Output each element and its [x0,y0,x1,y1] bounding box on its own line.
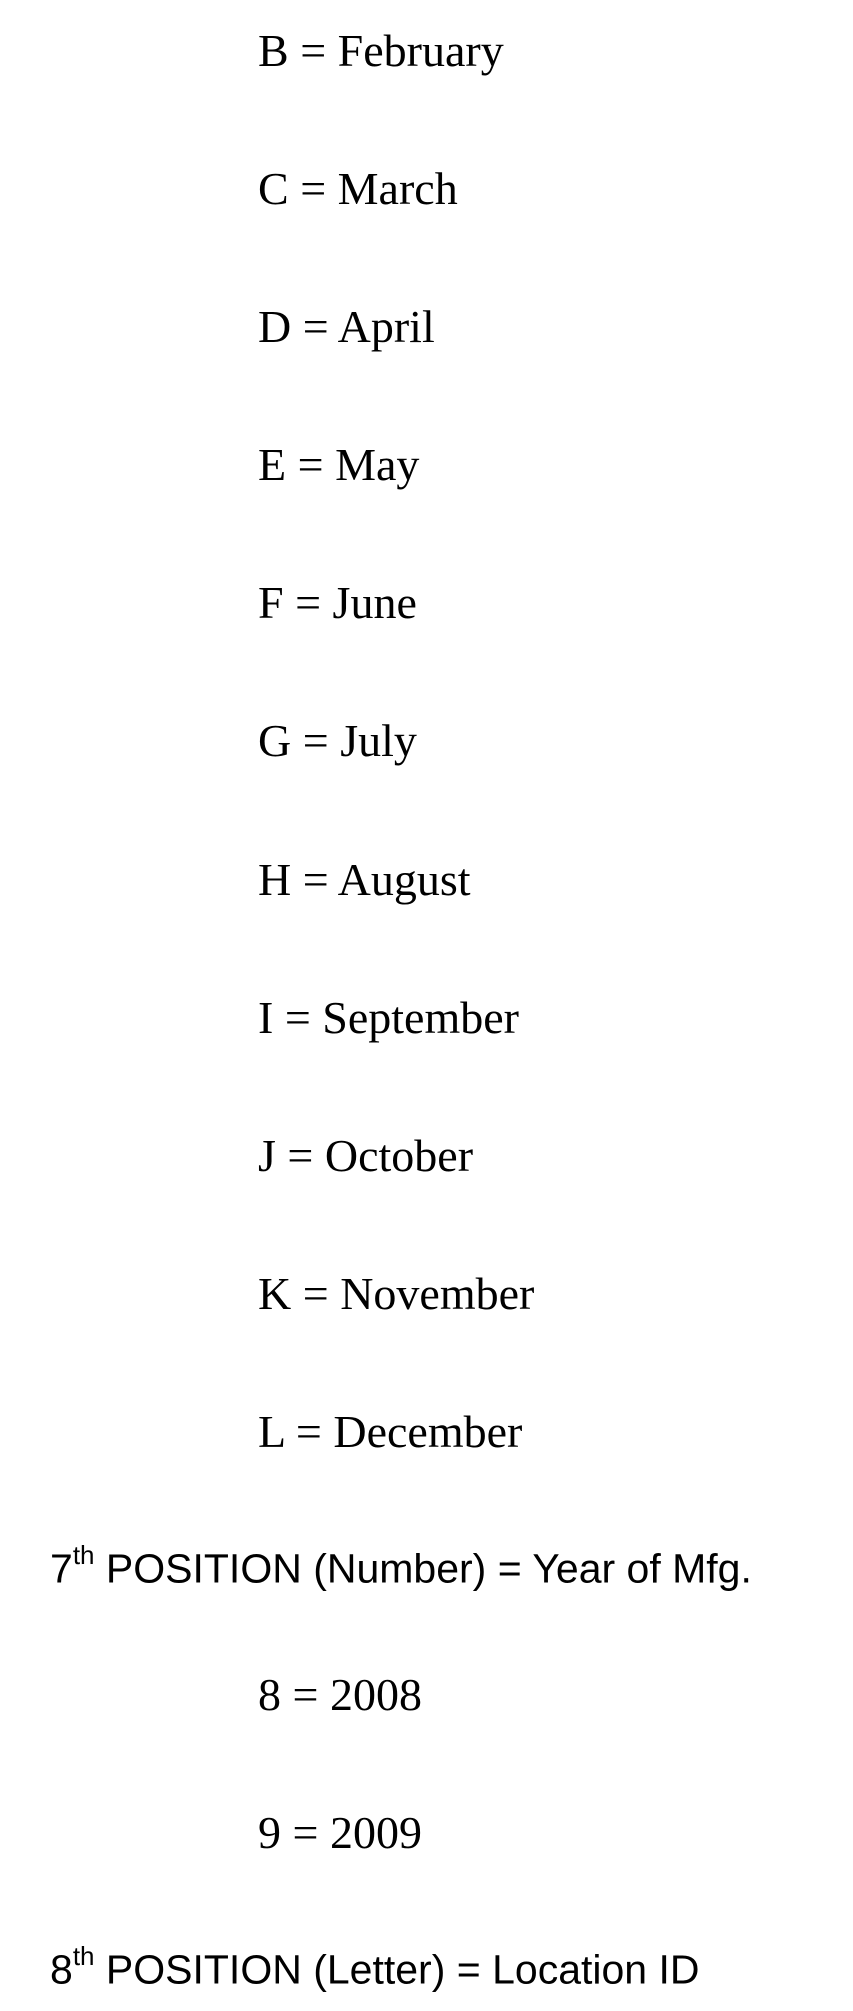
month-name: August [337,854,471,905]
month-code-letter: E [258,439,287,490]
month-name: June [332,577,417,628]
ordinal-suffix: th [72,1941,95,1971]
month-code-letter: H [258,854,292,905]
month-code-letter: J [258,1130,276,1181]
month-name: March [337,163,458,214]
year-value: 2008 [329,1669,422,1720]
year-code-digit: 8 [258,1669,281,1720]
month-code-letter: G [258,715,292,766]
month-code-letter: I [258,992,274,1043]
year-value: 2009 [329,1807,422,1858]
year-code-entry: 9 = 2009 [258,1807,422,1858]
month-code-entry: K = November [258,1268,535,1319]
month-code-entry: B = February [258,25,504,76]
month-code-letter: D [258,301,292,352]
month-name: November [340,1268,535,1319]
ordinal-number: 7 [50,1545,73,1592]
month-code-entry: F = June [258,577,417,628]
year-code-digit: 9 [258,1807,281,1858]
month-name: April [337,301,435,352]
position-label: POSITION (Number) = Year of Mfg. [105,1545,752,1592]
month-name: December [333,1406,523,1457]
month-code-entry: I = September [258,992,519,1043]
position-8-heading [50,1941,700,1993]
month-name: February [337,25,504,76]
month-code-entry: D = April [258,301,435,352]
month-code-entry: G = July [258,715,417,766]
position-label: POSITION (Letter) = Location ID [105,1946,700,1993]
ordinal-suffix: th [72,1540,95,1570]
month-code-entry: E = May [258,439,420,490]
month-code-entry: J = October [258,1130,474,1181]
year-code-entry: 8 = 2008 [258,1669,422,1720]
month-name: September [322,992,519,1043]
month-code-letter: C [258,163,289,214]
month-code-letter: K [258,1268,292,1319]
month-code-entry: L = December [258,1406,523,1457]
ordinal-number: 8 [50,1946,73,1993]
month-code-entry: C = March [258,163,458,214]
month-code-letter: B [258,25,289,76]
month-code-letter: F [258,577,284,628]
month-name: October [324,1130,474,1181]
position-7-heading [50,1540,752,1592]
month-code-letter: L [258,1406,285,1457]
month-name: July [340,715,417,766]
month-code-entry: H = August [258,854,471,905]
month-name: May [335,439,420,490]
